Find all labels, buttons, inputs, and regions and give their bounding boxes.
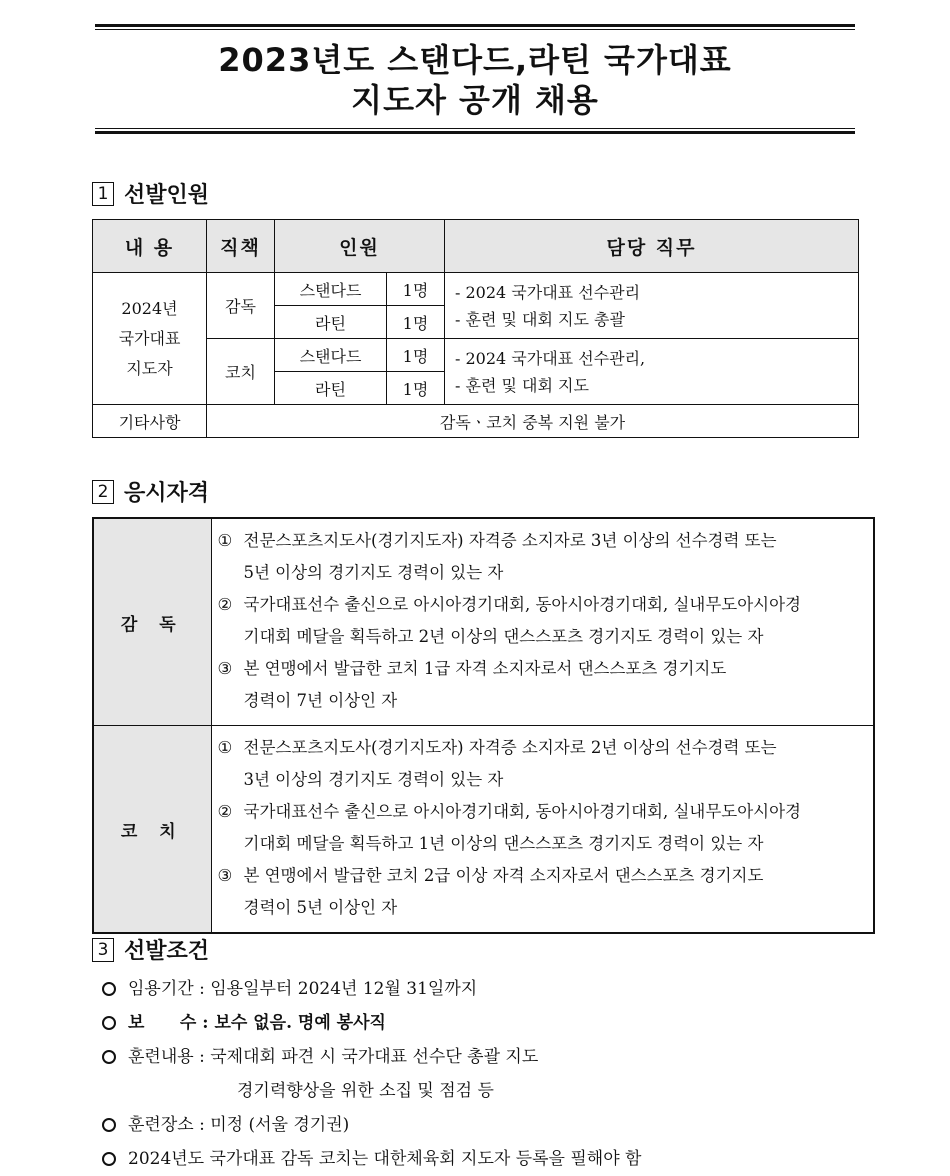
category-cell: 스탠다드 (275, 273, 387, 306)
conditions-list (100, 972, 880, 1176)
title-block (95, 24, 855, 134)
misc-label: 기타사항 (93, 405, 207, 438)
qual-list-coach (211, 726, 874, 934)
header-content: 내 용 (93, 220, 207, 273)
title-line-2: 지도자 공개 채용 (351, 81, 599, 119)
count-cell: 1명 (387, 339, 445, 372)
category-cell: 라틴 (275, 306, 387, 339)
title-line-1: 2023년도 스탠다드,라틴 국가대표 (218, 41, 732, 79)
list-item: ③ 본 연맹에서 발급한 코치 1급 자격 소지자로서 댄스스포츠 경기지도 경력이 7년 이상인 자 (217, 659, 727, 710)
title-rule-top (95, 24, 855, 27)
list-item: 보 수 : 보수 없음. 명예 봉사직 (100, 1006, 880, 1040)
duties-coach: - 2024 국가대표 선수관리, - 훈련 및 대회 지도 (445, 339, 859, 405)
count-cell: 1명 (387, 372, 445, 405)
qual-row-coach (93, 726, 874, 934)
table-header-row (93, 220, 859, 273)
position-coach: 코치 (207, 339, 275, 405)
section-1-number: 1 (92, 182, 114, 206)
section-2-number: 2 (92, 480, 114, 504)
title-rule-bottom-thin (95, 128, 855, 129)
list-item: ③ 본 연맹에서 발급한 코치 2급 이상 자격 소지자로서 댄스스포츠 경기지도 경력이 5년 이상인 자 (217, 866, 764, 917)
section-1-heading (92, 178, 209, 209)
page-title (95, 30, 855, 128)
position-director: 감독 (207, 273, 275, 339)
misc-value: 감독ㆍ코치 중복 지원 불가 (207, 405, 859, 438)
header-duties: 담당 직무 (445, 220, 859, 273)
role-coach: 코 치 (93, 726, 211, 934)
qual-row-director (93, 518, 874, 726)
section-3-heading (92, 934, 209, 965)
bullet-circle-icon (102, 982, 116, 996)
table-row-misc (93, 405, 859, 438)
section-1-label: 선발인원 (124, 183, 210, 208)
category-cell: 스탠다드 (275, 339, 387, 372)
header-position: 직책 (207, 220, 275, 273)
qual-list-director (211, 518, 874, 726)
bullet-circle-icon (102, 1016, 116, 1030)
list-item: 훈련장소 : 미정 (서울 경기권) (100, 1108, 880, 1142)
section-3-label: 선발조건 (124, 939, 210, 964)
list-item: 임용기간 : 임용일부터 2024년 12월 31일까지 (100, 972, 880, 1006)
duties-director: - 2024 국가대표 선수관리 - 훈련 및 대회 지도 총괄 (445, 273, 859, 339)
header-headcount: 인원 (275, 220, 445, 273)
list-item: ② 국가대표선수 출신으로 아시아경기대회, 동아시아경기대회, 실내무도아시아경 기대회 메달을 획득하고 1년 이상의 댄스스포츠 경기지도 경력이 있는 자 (217, 802, 801, 853)
category-cell: 라틴 (275, 372, 387, 405)
list-item: ① 전문스포츠지도사(경기지도자) 자격증 소지자로 3년 이상의 선수경력 또는 5년 이상의 경기지도 경력이 있는 자 (217, 531, 777, 582)
list-item: ② 국가대표선수 출신으로 아시아경기대회, 동아시아경기대회, 실내무도아시아경 기대회 메달을 획득하고 2년 이상의 댄스스포츠 경기지도 경력이 있는 자 (217, 595, 801, 646)
title-rule-bottom (95, 131, 855, 134)
bullet-circle-icon (102, 1050, 116, 1064)
role-director: 감 독 (93, 518, 211, 726)
group-label: 2024년 국가대표 지도자 (93, 273, 207, 405)
qualification-table (92, 517, 875, 934)
list-item: 훈련내용 : 국제대회 파견 시 국가대표 선수단 총괄 지도 (100, 1040, 880, 1074)
count-cell: 1명 (387, 306, 445, 339)
section-2-label: 응시자격 (124, 481, 210, 506)
list-item-continuation: 경기력향상을 위한 소집 및 점검 등 (237, 1081, 494, 1101)
section-3-number: 3 (92, 938, 114, 962)
list-item: 2024년도 국가대표 감독 코치는 대한체육회 지도자 등록을 필해야 함 (100, 1142, 880, 1176)
selection-table (92, 219, 859, 438)
table-row (93, 273, 859, 306)
list-item: ① 전문스포츠지도사(경기지도자) 자격증 소지자로 2년 이상의 선수경력 또는 3년 이상의 경기지도 경력이 있는 자 (217, 738, 777, 789)
bullet-circle-icon (102, 1152, 116, 1166)
table-row (93, 339, 859, 372)
count-cell: 1명 (387, 273, 445, 306)
bullet-circle-icon (102, 1118, 116, 1132)
section-2-heading (92, 476, 209, 507)
